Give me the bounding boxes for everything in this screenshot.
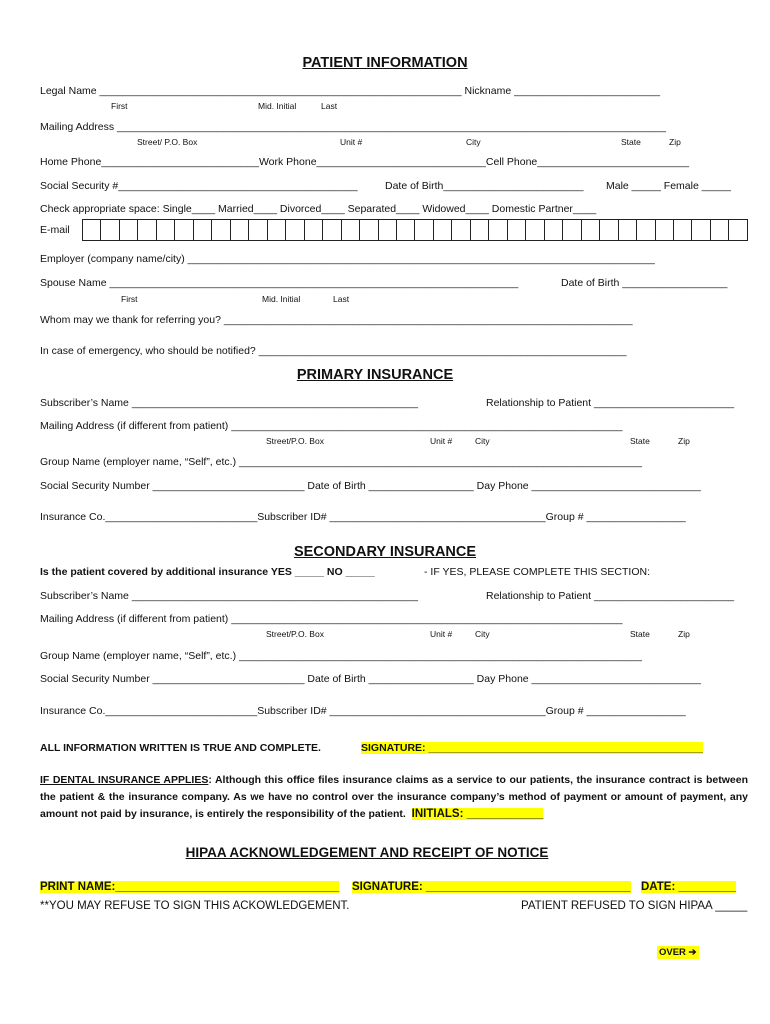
- primary-city-caption: City: [475, 436, 490, 446]
- print-name-field[interactable]: ___________________________________: [115, 881, 340, 893]
- hipaa-signature-field[interactable]: SIGNATURE: ________________________________: [352, 881, 631, 893]
- secondary-zip-caption: Zip: [678, 629, 690, 639]
- spouse-first-caption: First: [121, 294, 138, 304]
- spouse-last-caption: Last: [333, 294, 350, 304]
- legal-last-caption: Last: [321, 101, 338, 111]
- sex-field[interactable]: Male _____ Female _____: [606, 180, 731, 192]
- email-label: E-mail: [40, 224, 70, 236]
- primary-insurance-co-field[interactable]: Insurance Co.__________________________Subscriber ID# _____________________________________Group # _________________: [40, 511, 686, 523]
- additional-insurance-note: - IF YES, PLEASE COMPLETE THIS SECTION:: [424, 566, 651, 578]
- primary-mailing-field[interactable]: Mailing Address (if different from patient) ___________________________________________________________________: [40, 420, 623, 432]
- patient-info-heading: PATIENT INFORMATION: [302, 55, 468, 71]
- secondary-subscriber-field[interactable]: Subscriber’s Name _________________________________________________: [40, 590, 418, 602]
- print-name-label: PRINT NAME:: [40, 881, 116, 893]
- dental-insurance-paragraph: [40, 772, 748, 823]
- employer-field[interactable]: Employer (company name/city) ________________________________________________________________________________: [40, 253, 655, 265]
- spouse-dob-field[interactable]: Date of Birth __________________: [561, 277, 728, 289]
- attestation-signature-field[interactable]: SIGNATURE: _______________________________________________: [361, 742, 703, 754]
- mailing-address-field[interactable]: Mailing Address ______________________________________________________________________________________________: [40, 121, 666, 133]
- additional-insurance-question[interactable]: Is the patient covered by additional insurance YES _____ NO _____: [40, 566, 375, 578]
- hipaa-signature-row: [40, 881, 339, 893]
- primary-insurance-heading: PRIMARY INSURANCE: [296, 367, 454, 383]
- dental-insurance-text: : Although this office files insurance claims as a service to our patients, the insurance contract is between the patient & the insurance company. As we have no control over the insurance company’s method of payment or amount of payment, any amount not paid by insurance, is entirely the responsibility of the patient.: [40, 774, 748, 820]
- primary-relationship-field[interactable]: Relationship to Patient ________________________: [486, 397, 735, 409]
- primary-unit-caption: Unit #: [430, 436, 453, 446]
- mailing-state-caption: State: [621, 137, 641, 147]
- secondary-city-caption: City: [475, 629, 490, 639]
- primary-state-caption: State: [630, 436, 650, 446]
- initials-field[interactable]: INITIALS: ____________: [411, 808, 544, 820]
- secondary-state-caption: State: [630, 629, 650, 639]
- secondary-ssn-field[interactable]: Social Security Number __________________________ Date of Birth __________________ Day Phone _____________________________: [40, 673, 701, 685]
- primary-ssn-field[interactable]: Social Security Number __________________________ Date of Birth __________________ Day Phone _____________________________: [40, 480, 701, 492]
- email-input[interactable]: [82, 219, 748, 241]
- spouse-name-field[interactable]: Spouse Name ______________________________________________________________________: [40, 277, 519, 289]
- phones-field[interactable]: Home Phone___________________________Work Phone_____________________________Cell Phone__________________________: [40, 156, 690, 168]
- dental-insurance-lead: IF DENTAL INSURANCE APPLIES: [40, 774, 209, 786]
- secondary-group-field[interactable]: Group Name (employer name, “Self”, etc.) _____________________________________________________________________: [40, 650, 642, 662]
- mailing-unit-caption: Unit #: [340, 137, 363, 147]
- attestation-statement: ALL INFORMATION WRITTEN IS TRUE AND COMPLETE.: [40, 742, 321, 754]
- ssn-field[interactable]: Social Security #_________________________________________: [40, 180, 358, 192]
- referral-field[interactable]: Whom may we thank for referring you? ______________________________________________________________________: [40, 314, 633, 326]
- primary-zip-caption: Zip: [678, 436, 690, 446]
- secondary-street-caption: Street/P.O. Box: [266, 629, 324, 639]
- primary-street-caption: Street/P.O. Box: [266, 436, 324, 446]
- secondary-insurance-heading: SECONDARY INSURANCE: [293, 544, 477, 560]
- over-page-indicator: OVER ➔: [659, 947, 697, 958]
- legal-name-field[interactable]: Legal Name ______________________________________________________________ Nickname _________________________: [40, 85, 661, 97]
- marital-status-field[interactable]: Check appropriate space: Single____ Married____ Divorced____ Separated____ Widowed____ Domestic Partner____: [40, 203, 597, 215]
- hipaa-heading: HIPAA ACKNOWLEDGEMENT AND RECEIPT OF NOTICE: [185, 845, 549, 860]
- secondary-insurance-co-field[interactable]: Insurance Co.__________________________Subscriber ID# _____________________________________Group # _________________: [40, 705, 686, 717]
- mailing-city-caption: City: [466, 137, 481, 147]
- primary-subscriber-field[interactable]: Subscriber’s Name _________________________________________________: [40, 397, 418, 409]
- secondary-relationship-field[interactable]: Relationship to Patient ________________________: [486, 590, 735, 602]
- hipaa-refused-field[interactable]: PATIENT REFUSED TO SIGN HIPAA _____: [521, 900, 748, 912]
- dob-field[interactable]: Date of Birth________________________: [385, 180, 584, 192]
- hipaa-date-field[interactable]: DATE: _________: [641, 881, 737, 893]
- mailing-zip-caption: Zip: [669, 137, 681, 147]
- secondary-mailing-field[interactable]: Mailing Address (if different from patient) ___________________________________________________________________: [40, 613, 623, 625]
- hipaa-refuse-note: **YOU MAY REFUSE TO SIGN THIS ACKOWLEDGEMENT.: [40, 900, 350, 912]
- mailing-street-caption: Street/ P.O. Box: [137, 137, 198, 147]
- legal-mid-caption: Mid. Initial: [258, 101, 297, 111]
- spouse-mid-caption: Mid. Initial: [262, 294, 301, 304]
- emergency-contact-field[interactable]: In case of emergency, who should be notified? _______________________________________________________________: [40, 345, 627, 357]
- secondary-unit-caption: Unit #: [430, 629, 453, 639]
- legal-first-caption: First: [111, 101, 128, 111]
- primary-group-field[interactable]: Group Name (employer name, “Self”, etc.) _____________________________________________________________________: [40, 456, 642, 468]
